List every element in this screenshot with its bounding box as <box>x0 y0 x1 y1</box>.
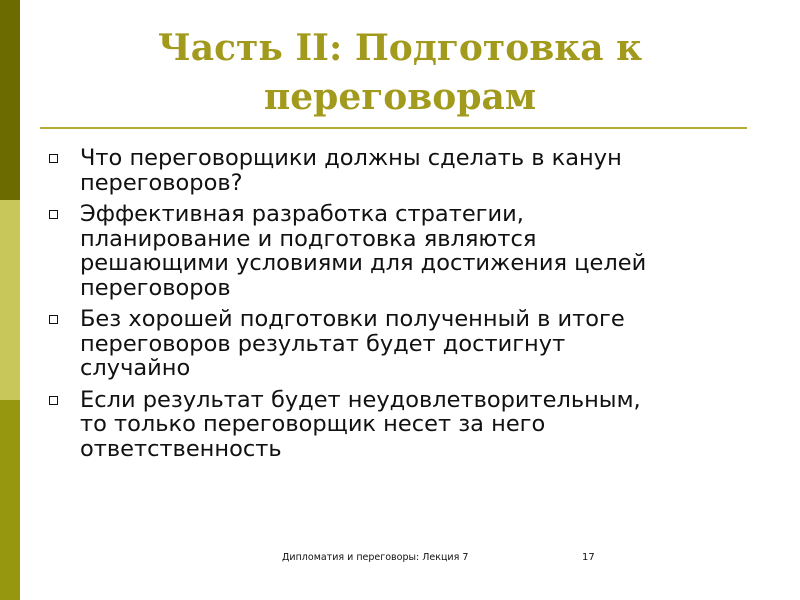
bullet-line: переговоров результат будет достигнут <box>80 330 566 357</box>
bullet-line: планирование и подготовка являются <box>80 225 537 252</box>
bullet-line: решающими условиями для достижения целей <box>80 250 647 276</box>
side-bar-segment-bottom <box>0 400 20 600</box>
bullet-line: случайно <box>80 355 191 381</box>
side-bar-segment-top <box>0 0 20 200</box>
square-bullet-icon <box>49 315 58 324</box>
bullet-list <box>48 146 758 468</box>
bullet-line: переговоров? <box>80 169 243 196</box>
slide-title-line-2: переговорам <box>263 76 537 118</box>
bullet-item <box>48 202 758 300</box>
bullet-line: Эффективная разработка стратегии, <box>80 201 524 227</box>
side-accent-bar <box>0 0 20 600</box>
bullet-text <box>80 388 758 462</box>
bullet-item <box>48 307 758 381</box>
bullet-line: то только переговорщик несет за него <box>80 411 546 437</box>
bullet-line: ответственность <box>80 435 282 462</box>
title-divider <box>40 127 747 129</box>
bullet-line: Без хорошей подготовки полученный в итоге <box>80 306 625 332</box>
bullet-line: Если результат будет неудовлетворительным, <box>80 386 641 413</box>
bullet-text <box>80 307 758 381</box>
bullet-line: Что переговорщики должны сделать в канун <box>80 145 622 171</box>
square-bullet-icon <box>49 154 58 163</box>
slide-title <box>40 24 760 122</box>
footer-lecture-title: Дипломатия и переговоры: Лекция 7 <box>282 552 469 563</box>
bullet-item <box>48 146 758 195</box>
slide-title-line-1: Часть II: Подготовка к <box>157 27 643 69</box>
bullet-item <box>48 388 758 462</box>
bullet-text <box>80 202 758 300</box>
page-number: 17 <box>582 552 595 563</box>
bullet-line: переговоров <box>80 274 231 301</box>
square-bullet-icon <box>49 396 58 405</box>
bullet-text <box>80 146 758 195</box>
square-bullet-icon <box>49 210 58 219</box>
side-bar-segment-middle <box>0 200 20 400</box>
